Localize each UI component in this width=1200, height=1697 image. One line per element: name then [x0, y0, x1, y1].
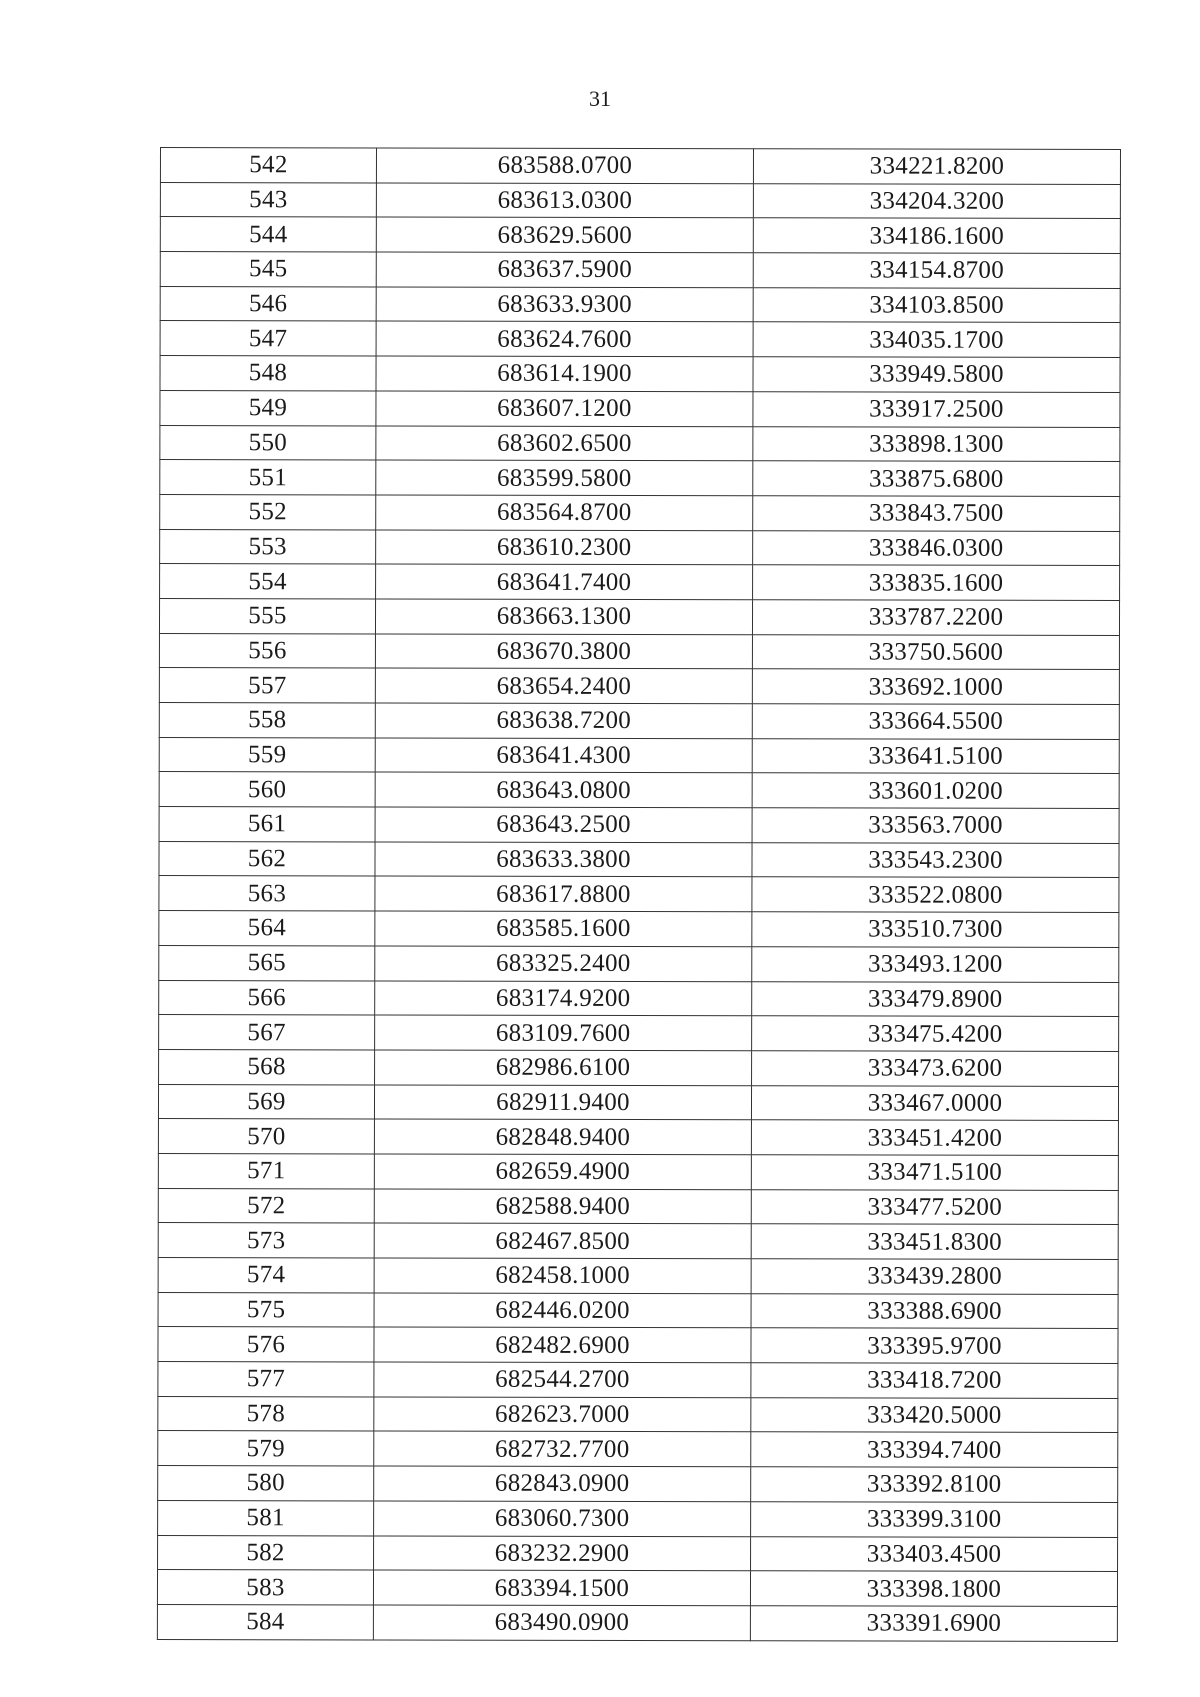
y-coordinate-cell: 333392.8100	[751, 1467, 1118, 1502]
table-row	[159, 945, 1119, 982]
table-row	[160, 356, 1120, 393]
table-row	[159, 772, 1119, 809]
x-coordinate-cell: 683174.9200	[375, 980, 752, 1015]
point-number-cell: 552	[160, 494, 376, 529]
x-coordinate-cell: 683490.0900	[373, 1605, 750, 1640]
point-number-cell: 555	[159, 598, 375, 633]
y-coordinate-cell: 333403.4500	[751, 1536, 1118, 1571]
x-coordinate-cell: 683629.5600	[376, 217, 753, 252]
y-coordinate-cell: 334186.1600	[753, 218, 1120, 253]
table-row	[158, 1257, 1118, 1294]
point-number-cell: 557	[159, 668, 375, 703]
point-number-cell: 566	[159, 980, 375, 1015]
table-row	[159, 598, 1119, 635]
point-number-cell: 578	[158, 1396, 374, 1431]
x-coordinate-cell: 683663.1300	[375, 599, 752, 634]
point-number-cell: 574	[158, 1257, 374, 1292]
x-coordinate-cell: 683564.8700	[376, 495, 753, 530]
table-row	[157, 1604, 1117, 1641]
table-row	[160, 529, 1120, 566]
table-row	[158, 1500, 1118, 1537]
x-coordinate-cell: 683060.7300	[374, 1501, 751, 1536]
y-coordinate-cell: 333898.1300	[753, 426, 1120, 461]
table-row	[159, 841, 1119, 878]
table-row	[158, 1188, 1118, 1225]
point-number-cell: 565	[159, 945, 375, 980]
table-row	[159, 876, 1119, 913]
x-coordinate-cell: 682482.6900	[374, 1327, 751, 1362]
y-coordinate-cell: 334221.8200	[753, 149, 1120, 184]
x-coordinate-cell: 683588.0700	[376, 148, 753, 183]
point-number-cell: 546	[160, 286, 376, 321]
x-coordinate-cell: 682848.9400	[374, 1119, 751, 1154]
point-number-cell: 549	[160, 390, 376, 425]
y-coordinate-cell: 333692.1000	[752, 669, 1119, 704]
y-coordinate-cell: 333843.7500	[753, 496, 1120, 531]
point-number-cell: 570	[158, 1119, 374, 1154]
x-coordinate-cell: 682544.2700	[374, 1362, 751, 1397]
point-number-cell: 577	[158, 1362, 374, 1397]
point-number-cell: 580	[158, 1466, 374, 1501]
point-number-cell: 562	[159, 841, 375, 876]
y-coordinate-cell: 333420.5000	[751, 1397, 1118, 1432]
y-coordinate-cell: 333664.5500	[752, 704, 1119, 739]
point-number-cell: 584	[157, 1604, 373, 1639]
y-coordinate-cell: 333395.9700	[751, 1328, 1118, 1363]
point-number-cell: 571	[158, 1153, 374, 1188]
table-row	[158, 1084, 1118, 1121]
x-coordinate-cell: 683633.9300	[376, 287, 753, 322]
table-row	[160, 148, 1120, 185]
table-row	[159, 1049, 1119, 1086]
x-coordinate-cell: 683585.1600	[375, 911, 752, 946]
coordinate-table-body	[157, 148, 1120, 1642]
table-row	[159, 633, 1119, 670]
point-number-cell: 559	[159, 737, 375, 772]
x-coordinate-cell: 683599.5800	[376, 460, 753, 495]
x-coordinate-cell: 683607.1200	[376, 391, 753, 426]
table-row	[160, 425, 1120, 462]
table-row	[160, 390, 1120, 427]
y-coordinate-cell: 333641.5100	[752, 738, 1119, 773]
y-coordinate-cell: 333750.5600	[752, 634, 1119, 669]
y-coordinate-cell: 333475.4200	[752, 1016, 1119, 1051]
y-coordinate-cell: 333394.7400	[751, 1432, 1118, 1467]
x-coordinate-cell: 683394.1500	[373, 1570, 750, 1605]
x-coordinate-cell: 682446.0200	[374, 1293, 751, 1328]
point-number-cell: 575	[158, 1292, 374, 1327]
point-number-cell: 544	[160, 217, 376, 252]
y-coordinate-cell: 334035.1700	[753, 322, 1120, 357]
x-coordinate-cell: 683602.6500	[376, 425, 753, 460]
table-row	[159, 737, 1119, 774]
x-coordinate-cell: 682623.7000	[374, 1397, 751, 1432]
table-row	[158, 1362, 1118, 1399]
y-coordinate-cell: 333510.7300	[752, 912, 1119, 947]
y-coordinate-cell: 333949.5800	[753, 357, 1120, 392]
y-coordinate-cell: 333563.7000	[752, 808, 1119, 843]
y-coordinate-cell: 333388.6900	[751, 1293, 1118, 1328]
point-number-cell: 581	[158, 1500, 374, 1535]
x-coordinate-cell: 683641.7400	[376, 564, 753, 599]
y-coordinate-cell: 333917.2500	[753, 392, 1120, 427]
point-number-cell: 567	[159, 1015, 375, 1050]
y-coordinate-cell: 334154.8700	[753, 253, 1120, 288]
y-coordinate-cell: 333398.1800	[750, 1571, 1117, 1606]
x-coordinate-cell: 682911.9400	[374, 1085, 751, 1120]
table-row	[159, 702, 1119, 739]
table-row	[158, 1153, 1118, 1190]
y-coordinate-cell: 333835.1600	[753, 565, 1120, 600]
y-coordinate-cell: 334103.8500	[753, 287, 1120, 322]
table-row	[160, 217, 1120, 254]
point-number-cell: 564	[159, 911, 375, 946]
point-number-cell: 583	[157, 1570, 373, 1605]
x-coordinate-cell: 683610.2300	[376, 530, 753, 565]
table-row	[160, 494, 1120, 531]
y-coordinate-cell: 333787.2200	[752, 600, 1119, 635]
y-coordinate-cell: 333451.4200	[751, 1120, 1118, 1155]
point-number-cell: 553	[160, 529, 376, 564]
table-row	[160, 252, 1120, 289]
table-row	[157, 1570, 1117, 1607]
point-number-cell: 561	[159, 807, 375, 842]
x-coordinate-cell: 683641.4300	[375, 738, 752, 773]
point-number-cell: 547	[160, 321, 376, 356]
table-row	[159, 911, 1119, 948]
point-number-cell: 542	[160, 148, 376, 183]
y-coordinate-cell: 333418.7200	[751, 1363, 1118, 1398]
table-row	[158, 1535, 1118, 1572]
point-number-cell: 548	[160, 356, 376, 391]
x-coordinate-cell: 683109.7600	[375, 1015, 752, 1050]
x-coordinate-cell: 682843.0900	[374, 1466, 751, 1501]
x-coordinate-cell: 683232.2900	[374, 1535, 751, 1570]
y-coordinate-cell: 333391.6900	[750, 1606, 1117, 1641]
x-coordinate-cell: 683637.5900	[376, 252, 753, 287]
x-coordinate-cell: 682986.6100	[375, 1050, 752, 1085]
x-coordinate-cell: 683613.0300	[376, 183, 753, 218]
y-coordinate-cell: 333522.0800	[752, 877, 1119, 912]
point-number-cell: 573	[158, 1223, 374, 1258]
x-coordinate-cell: 683654.2400	[375, 668, 752, 703]
table-row	[158, 1431, 1118, 1468]
point-number-cell: 550	[160, 425, 376, 460]
table-row	[159, 980, 1119, 1017]
y-coordinate-cell: 333467.0000	[751, 1085, 1118, 1120]
y-coordinate-cell: 333477.5200	[751, 1189, 1118, 1224]
x-coordinate-cell: 683617.8800	[375, 876, 752, 911]
page-number: 31	[589, 86, 611, 111]
table-row	[160, 564, 1120, 601]
x-coordinate-cell: 683670.3800	[375, 634, 752, 669]
point-number-cell: 551	[160, 460, 376, 495]
point-number-cell: 556	[159, 633, 375, 668]
x-coordinate-cell: 682458.1000	[374, 1258, 751, 1293]
table-row	[160, 182, 1120, 219]
x-coordinate-cell: 682467.8500	[374, 1223, 751, 1258]
x-coordinate-cell: 682732.7700	[374, 1431, 751, 1466]
point-number-cell: 558	[159, 702, 375, 737]
table-row	[158, 1327, 1118, 1364]
x-coordinate-cell: 682588.9400	[374, 1189, 751, 1224]
x-coordinate-cell: 682659.4900	[374, 1154, 751, 1189]
y-coordinate-cell: 333875.6800	[753, 461, 1120, 496]
table-row	[158, 1396, 1118, 1433]
y-coordinate-cell: 333471.5100	[751, 1155, 1118, 1190]
point-number-cell: 543	[160, 182, 376, 217]
x-coordinate-cell: 683643.2500	[375, 807, 752, 842]
y-coordinate-cell: 333493.1200	[752, 947, 1119, 982]
x-coordinate-cell: 683325.2400	[375, 946, 752, 981]
y-coordinate-cell: 333846.0300	[753, 530, 1120, 565]
table-row	[159, 668, 1119, 705]
x-coordinate-cell: 683638.7200	[375, 703, 752, 738]
table-row	[158, 1119, 1118, 1156]
point-number-cell: 568	[159, 1049, 375, 1084]
table-row	[160, 286, 1120, 323]
y-coordinate-cell: 333399.3100	[751, 1502, 1118, 1537]
y-coordinate-cell: 334204.3200	[753, 183, 1120, 218]
y-coordinate-cell: 333543.2300	[752, 842, 1119, 877]
x-coordinate-cell: 683614.1900	[376, 356, 753, 391]
table-row	[160, 321, 1120, 358]
point-number-cell: 545	[160, 252, 376, 287]
y-coordinate-cell: 333601.0200	[752, 773, 1119, 808]
table-row	[158, 1292, 1118, 1329]
y-coordinate-cell: 333479.8900	[752, 981, 1119, 1016]
coordinate-table	[157, 147, 1121, 1642]
point-number-cell: 554	[160, 564, 376, 599]
point-number-cell: 560	[159, 772, 375, 807]
table-row	[160, 460, 1120, 497]
point-number-cell: 579	[158, 1431, 374, 1466]
point-number-cell: 582	[158, 1535, 374, 1570]
x-coordinate-cell: 683624.7600	[376, 321, 753, 356]
table-row	[158, 1466, 1118, 1503]
table-row	[159, 807, 1119, 844]
point-number-cell: 569	[158, 1084, 374, 1119]
y-coordinate-cell: 333451.8300	[751, 1224, 1118, 1259]
x-coordinate-cell: 683643.0800	[375, 772, 752, 807]
point-number-cell: 572	[158, 1188, 374, 1223]
point-number-cell: 563	[159, 876, 375, 911]
y-coordinate-cell: 333439.2800	[751, 1259, 1118, 1294]
point-number-cell: 576	[158, 1327, 374, 1362]
table-row	[159, 1015, 1119, 1052]
table-row	[158, 1223, 1118, 1260]
y-coordinate-cell: 333473.6200	[752, 1051, 1119, 1086]
x-coordinate-cell: 683633.3800	[375, 842, 752, 877]
